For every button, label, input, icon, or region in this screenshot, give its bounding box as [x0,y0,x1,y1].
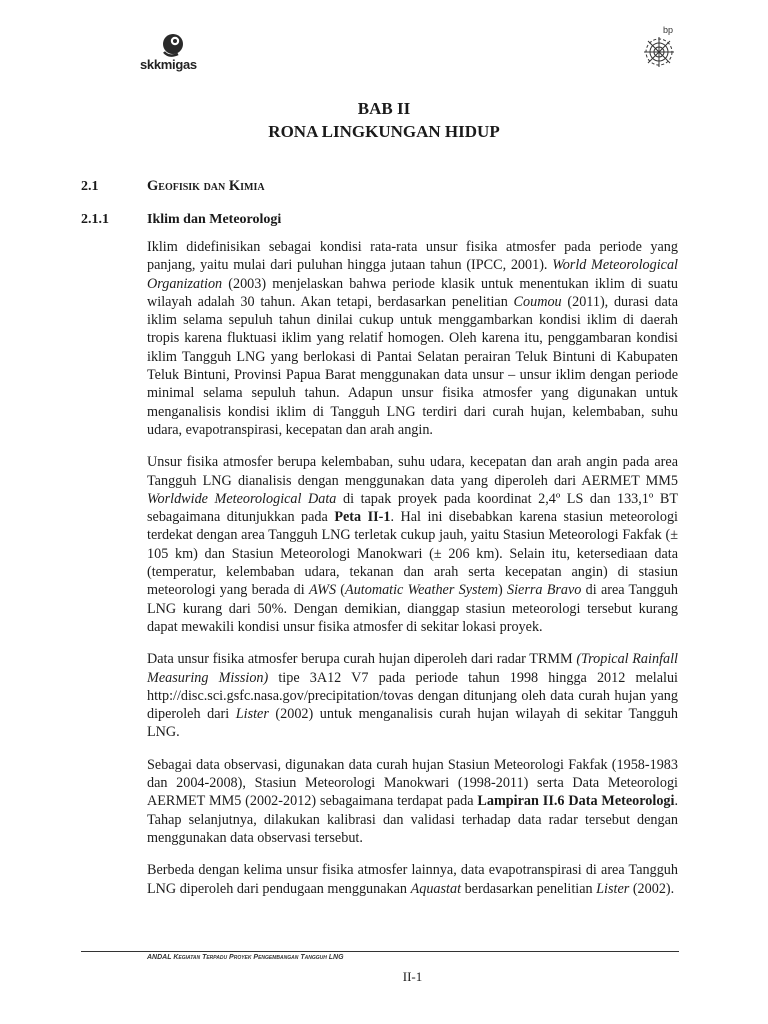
paragraph-2: Unsur fisika atmosfer berupa kelembaban, suhu udara, kecepatan dan arah angin pada area Tangguh LNG dianalisis dengan menggunakan data yang diperoleh dari AERMET MM5 Worldwide Meteorological Data di tapak proyek pada koordinat 2,4º LS dan 133,1º BT sebagaimana ditunjukkan pada Peta II-1. Hal ini disebabkan karena stasiun meteorologi terdekat dengan area Tangguh LNG terletak cukup jauh, yaitu Stasiun Meteorologi Fakfak (± 105 km) dan Stasiun Meteorologi Manokwari (± 206 km). Selain itu, ketersediaan data (temperatur, kelembaban udara, tekanan dan arah serta kecepatan angin) di stasiun meteorologi yang berada di AWS (Automatic Weather System) Sierra Bravo di area Tangguh LNG kurang dari 50%. Dengan demikian, dianggap stasiun meteorologi tersebut kurang dapat mewakili kondisi unsur fisika atmosfer di sekitar lokasi proyek. [147,454,678,635]
bp-logo [642,25,678,70]
subsection-title: Iklim dan Meteorologi [147,212,282,227]
bp-helios-icon [642,35,676,69]
skkmigas-logo-text: skkmigas [140,57,197,72]
chapter-number: BAB II [357,99,411,118]
appendix-reference: Lampiran II.6 Data Meteorologi [477,793,675,810]
skkmigas-logo [140,32,220,74]
paragraph-5: Berbeda dengan kelima unsur fisika atmosfer lainnya, data evapotranspirasi di area Tangguh LNG diperoleh dari pendugaan menggunakan Aquastat berdasarkan penelitian Lister (2002). [147,862,678,897]
footer-text: ANDAL Kegiatan Terpadu Proyek Pengembangan Tangguh LNG [147,954,344,961]
paragraph-1: Iklim didefinisikan sebagai kondisi rata-rata unsur fisika atmosfer pada periode yang panjang, yaitu mulai dari puluhan hingga jutaan tahun (IPCC, 2001). World Meteorological Organization (2003) menjelaskan bahwa periode klasik untuk menentukan iklim di suatu wilayah adalah 30 tahun. Akan tetapi, berdasarkan penelitian Coumou (2011), durasi data iklim selama sepuluh tahun dinilai cukup untuk menggambarkan kondisi iklim di daerah tropis karena fluktuasi iklim yang relatif homogen. Oleh karena itu, penggambaran kondisi iklim Tangguh LNG yang berlokasi di Pantai Selatan perairan Teluk Bintuni di Kabupaten Teluk Bintuni, Provinsi Papua Barat menggunakan data unsur – unsur iklim dengan periode minimal selama sepuluh tahun. Adapun unsur fisika atmosfer yang digunakan untuk menganalisis kondisi iklim di Tangguh LNG terdiri dari curah hujan, kelembaban, suhu udara, evapotranspirasi, kecepatan dan arah angin. [147,239,678,438]
chapter-title: RONA LINGKUNGAN HIDUP [268,122,500,141]
footer-divider [81,951,679,952]
subsection-number: 2.1.1 [81,212,109,227]
page-number: II-1 [402,969,423,984]
map-reference: Peta II-1 [334,509,391,526]
section-title: Geofisik dan Kimia [147,178,265,194]
skkmigas-logo-icon [160,32,186,58]
paragraph-4: Sebagai data observasi, digunakan data curah hujan Stasiun Meteorologi Fakfak (1958-1983 dan 2004-2008), Stasiun Meteorologi Manokwari (1998-2011) serta Data Meteorologi AERMET MM5 (2002-2012) sebagaimana terdapat pada Lampiran II.6 Data Meteorologi. Tahap selanjutnya, dilakukan kalibrasi dan validasi terhadap data radar tersebut dengan menggunakan data observasi tersebut. [147,756,678,846]
section-number: 2.1 [81,179,99,194]
bp-logo-text: bp [663,25,674,35]
body-text [147,238,678,912]
paragraph-3: Data unsur fisika atmosfer berupa curah hujan diperoleh dari radar TRMM (Tropical Rainfall Measuring Mission) tipe 3A12 V7 pada periode tahun 1998 hingga 2012 melalui http://disc.sci.gsfc.nasa.gov/precipitation/tovas dengan ditunjang oleh data curah hujan yang diperoleh dari Lister (2002) untuk menganalisis curah hujan wilayah di sekitar Tangguh LNG. [147,651,678,741]
